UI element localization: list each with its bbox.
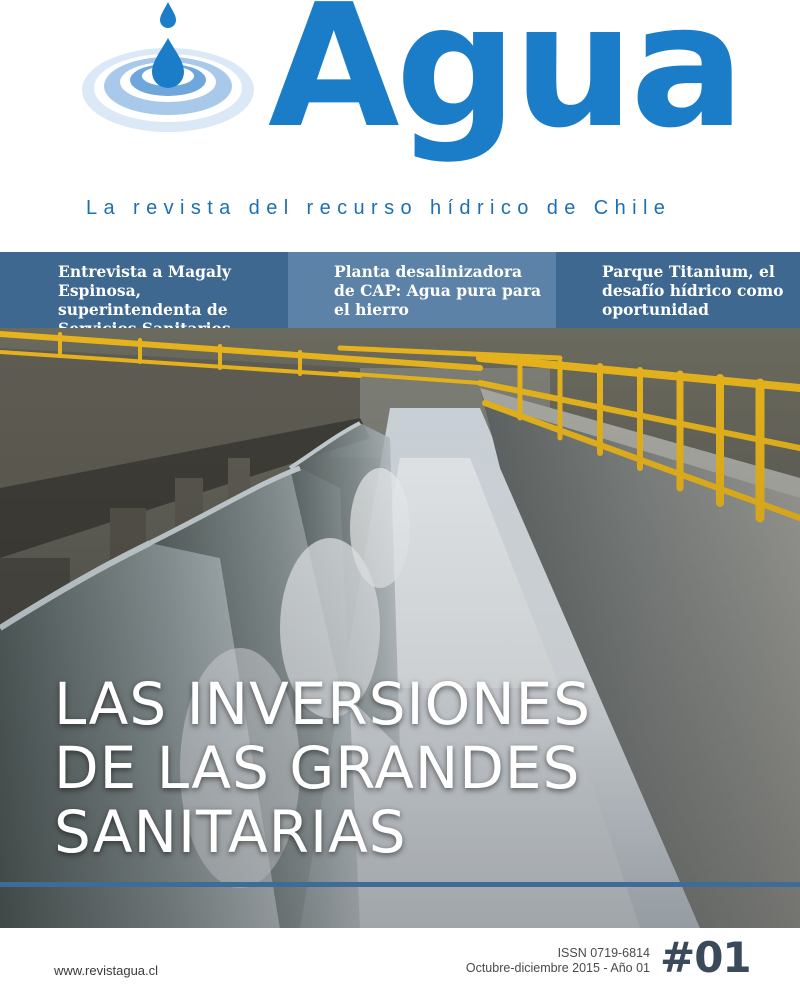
cover-headline-line-2: DE LAS GRANDES xyxy=(54,734,581,802)
issue-info xyxy=(466,946,650,976)
teaser-interview: Entrevista a Magaly Espinosa, superintendenta de xyxy=(0,252,288,328)
teaser-bar xyxy=(0,252,800,328)
water-drop-ripple-icon xyxy=(80,0,260,140)
cover-headline-line-1: LAS INVERSIONES xyxy=(54,670,592,738)
cover-headline-line-3: SANITARIAS xyxy=(54,798,407,866)
teaser-parque-titanium: Parque Titanium, el desafío hídrico como oportunidad xyxy=(556,252,800,328)
cover-headline xyxy=(54,672,591,864)
magazine-title: Agua xyxy=(268,0,741,166)
masthead xyxy=(0,0,800,250)
issue-number: #01 xyxy=(660,933,751,982)
teaser-desalination-plant: Planta desalinizadora de CAP: Agua pura para el hierro xyxy=(288,252,556,328)
cover-footer xyxy=(0,928,800,999)
issn-number: ISSN 0719-6814 xyxy=(557,946,650,960)
photo-bottom-stripe xyxy=(0,882,800,887)
magazine-tagline: La revista del recurso hídrico de Chile xyxy=(86,197,672,219)
issue-date: Octubre-diciembre 2015 - Año 01 xyxy=(465,961,650,975)
website-link[interactable]: www.revistagua.cl xyxy=(54,963,159,978)
